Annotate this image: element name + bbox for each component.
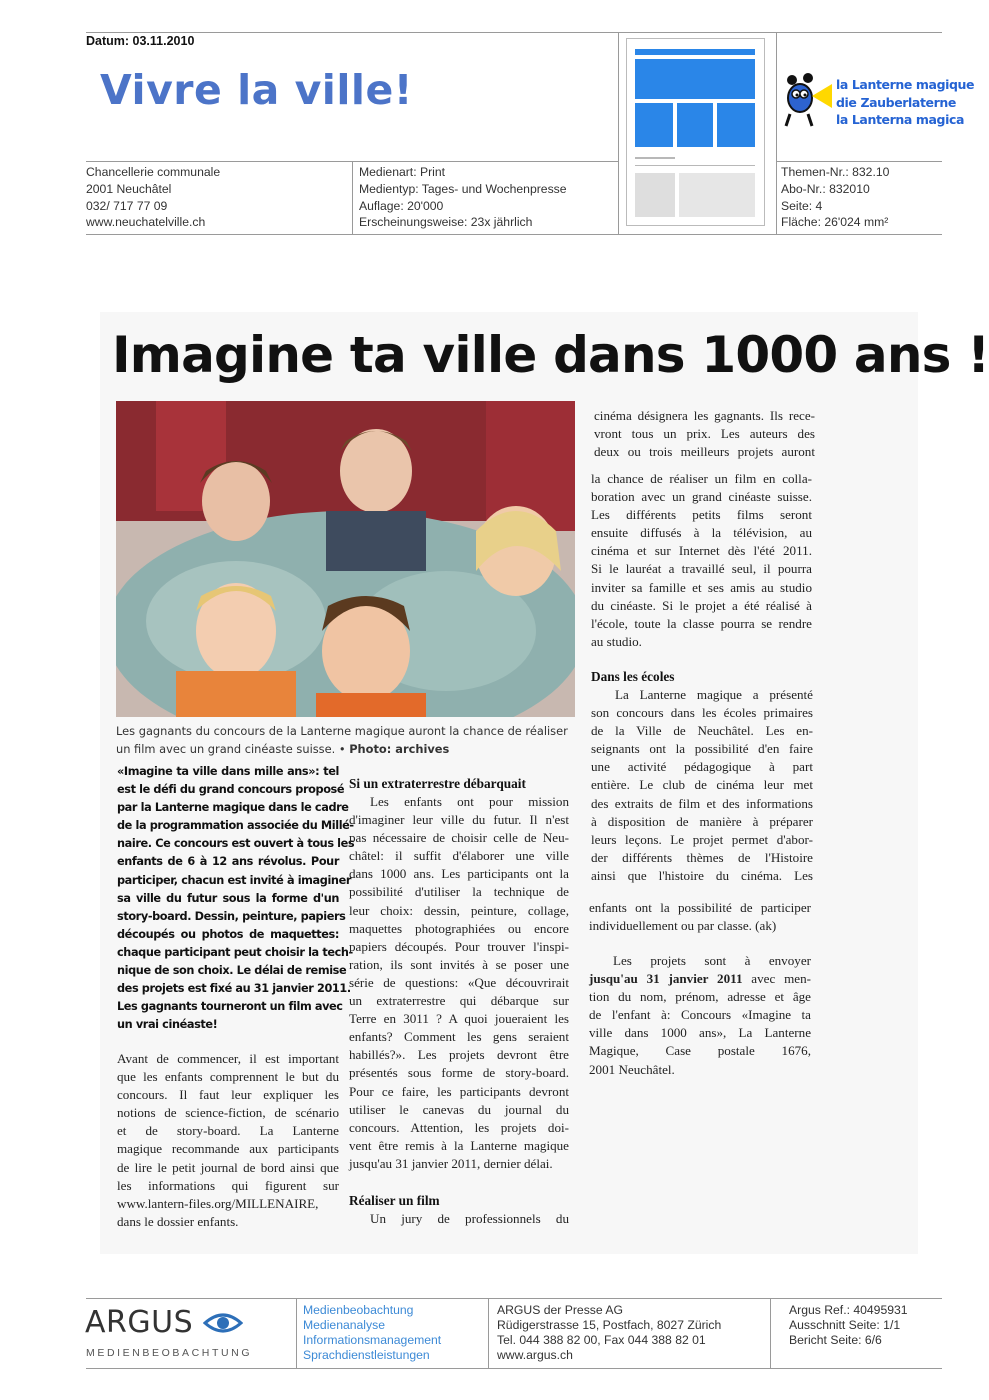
subheading-extraterrestre: Si un extraterrestre débarquait (349, 776, 526, 791)
body-line: ainsi que l'histoire du cinéma. Les (591, 867, 813, 883)
header-bottom-rule (86, 234, 942, 235)
footer-bottom-rule (86, 1368, 942, 1369)
body-line-mixed (589, 970, 811, 988)
body-line: dans le dossier enfants. (117, 1213, 239, 1229)
body-line: jusqu'au 31 janvier 2011, dernier délai. (349, 1155, 553, 1171)
body-line: Si le lauréat a travaillé seul, il pourra (591, 561, 812, 577)
body-line: pas nécessaire de choisir celle de Neu- (349, 830, 569, 846)
body-line: de l'enfant à: Concours «Imagine ta (589, 1007, 811, 1023)
body-line: la chance de réaliser un film en colla- (591, 471, 812, 486)
column-2-body-2 (349, 1210, 569, 1228)
body-line: de lire le petit journal de bord ainsi que (117, 1159, 339, 1175)
body-line: vent être remis à la Lanterne magique (349, 1137, 569, 1153)
lead-line: nique de son choix. Le délai de remise (117, 964, 347, 978)
eye-icon (203, 1311, 243, 1335)
column-3-body-2 (589, 899, 811, 935)
footer-divider-2 (488, 1298, 489, 1368)
photo-credit: Photo: archives (349, 742, 450, 756)
column-3-middle (591, 470, 812, 651)
article-photo (116, 401, 575, 717)
lead-line: naire. Ce concours est ouvert à tous les (117, 837, 355, 851)
body-line: leurs leçons. Le projet permet d'abor- (591, 831, 813, 847)
body-line: de la Ville de Neuchâtel. Les en- (591, 723, 813, 739)
body-line: Les enfants ont pour mission (370, 794, 569, 809)
body-line: ville dans 1000 ans», La Lanterne (589, 1025, 811, 1041)
lanterne-magique-mascot-icon (782, 70, 834, 130)
theme-info-line: Fläche: 26'024 mm² (781, 215, 889, 230)
column-2-body (349, 793, 569, 1173)
body-line: du cinéaste. Si le projet a été réalisé à (591, 597, 812, 613)
company-line: Tel. 044 388 82 00, Fax 044 388 82 01 (497, 1333, 706, 1347)
lead-line: découpés ou photos de maquettes: (117, 927, 339, 941)
body-line: dans 1000 ans. Les participants ont la (349, 866, 569, 882)
body-line: Magique, Case postale 1676, (589, 1043, 811, 1059)
top-rule (86, 32, 942, 33)
body-line: d'imaginer leur ville du futur. Il n'est (349, 812, 569, 828)
photo-caption (116, 722, 582, 758)
body-line: La Lanterne magique a présenté (615, 687, 813, 702)
body-line: châtel: il suffit d'élaborer une ville (349, 848, 569, 864)
body-line: notions de science-fiction, de scénario (117, 1105, 339, 1121)
body-line: seignants ont la possibilité d'en faire (591, 741, 813, 757)
body-line: habillés?». Les projets devront être (349, 1047, 569, 1063)
media-info (359, 164, 567, 231)
date-label: Datum: 03.11.2010 (86, 34, 195, 48)
lead-line: un vrai cinéaste! (117, 1018, 218, 1032)
company-line: ARGUS der Presse AG (497, 1303, 623, 1317)
body-line: vront tous un prix. Les auteurs des (594, 426, 815, 442)
body-line: ensuite diffusés à la télévision, au (591, 525, 812, 541)
theme-info (781, 164, 889, 231)
body-line: utiliser le canevas du journal du (349, 1101, 569, 1117)
footer-top-rule (86, 1298, 942, 1299)
argus-reference (789, 1303, 908, 1348)
body-line: possibilité d'utiliser la technique de (349, 884, 569, 900)
subheading-ecoles: Dans les écoles (591, 669, 675, 684)
argus-logo-subtitle: MEDIENBEOBACHTUNG (86, 1347, 253, 1359)
company-line: Rüdigerstrasse 15, Postfach, 8027 Zürich (497, 1318, 722, 1332)
body-line: boration avec un grand cinéaste suisse. (591, 489, 812, 505)
argus-address (497, 1303, 721, 1363)
body-line: présentés sous forme de story-board. (349, 1065, 569, 1081)
lead-line: des projets est fixé au 31 janvier 2011. (117, 982, 351, 996)
lead-line: est le défi du grand concours proposé (117, 783, 345, 797)
theme-info-line: Themen-Nr.: 832.10 (781, 165, 890, 179)
address-line: 2001 Neuchâtel (86, 181, 172, 196)
body-line: concours. Il faut leur expliquer les (117, 1087, 339, 1103)
body-line: l'école, toute la classe pourra se rendre (591, 615, 812, 631)
media-info-line: Medientyp: Tages- und Wochenpresse (359, 181, 567, 196)
argus-logo: ARGUS (85, 1305, 194, 1340)
body-line: cinéma et sur Internet dès l'été 2011. (591, 543, 812, 559)
body-line: papiers découpés. Pour trouver l'inspi- (349, 938, 569, 954)
caption-text: Les gagnants du concours de la Lanterne magique auront la chance de réaliser un film avec un grand cinéaste suisse. • (116, 724, 568, 756)
body-line: une activité pédagogique à part (591, 759, 813, 775)
body-line: Un jury de professionnels du (370, 1211, 569, 1226)
lead-line: story-board. Dessin, peinture, papiers (117, 909, 346, 923)
header-rule-right (777, 161, 942, 162)
column-3-body (591, 686, 813, 885)
theme-info-line: Seite: 4 (781, 198, 823, 213)
article-lead (117, 763, 355, 1034)
body-line: deux ou trois meilleurs projets auront (594, 444, 815, 460)
publisher-address (86, 164, 220, 231)
body-line: entière. Le club de cinéma leur met (591, 777, 813, 793)
body-line: Avant de commencer, il est important (117, 1051, 339, 1066)
lead-line: participer, chacun est invité à imaginer (117, 873, 352, 887)
header-divider-1 (352, 161, 353, 234)
service-line: Medienbeobachtung (303, 1303, 414, 1317)
body-line-rest: avec men- (742, 971, 811, 987)
ref-line: Ausschnitt Seite: 1/1 (789, 1318, 901, 1332)
header-divider-2 (618, 32, 619, 234)
service-line: Sprachdienstleistungen (303, 1348, 430, 1362)
client-logo-line: la Lanterna magica (836, 112, 965, 127)
column-1-body (117, 1050, 339, 1231)
page-thumbnail (626, 38, 765, 226)
lead-line: sa ville du futur sous la forme d'un (117, 891, 339, 905)
media-info-line: Auflage: 20'000 (359, 198, 444, 213)
ref-line: Argus Ref.: 40495931 (789, 1303, 908, 1317)
body-line: au studio. (591, 633, 642, 649)
column-3-top (594, 407, 815, 461)
lead-line: par la Lanterne magique dans le cadre (117, 801, 349, 815)
body-line: des extraits de film et des informations (591, 795, 813, 811)
body-line: tion du nom, prénom, adresse et âge (589, 989, 811, 1005)
ref-line: Bericht Seite: 6/6 (789, 1333, 882, 1347)
service-line: Informationsmanagement (303, 1333, 442, 1347)
theme-info-line: Abo-Nr.: 832010 (781, 181, 870, 196)
body-line: les informations qui figurent sur (117, 1177, 339, 1193)
body-line: 2001 Neuchâtel. (589, 1061, 675, 1077)
service-line: Medienanalyse (303, 1318, 385, 1332)
address-line: 032/ 717 77 09 (86, 198, 168, 213)
body-line: Pour ce faire, les participants devront (349, 1083, 569, 1099)
body-line: leur choix: dessin, peinture, collage, (349, 902, 569, 918)
client-logo-text (836, 76, 974, 129)
body-line: ration, ils sont invités à se poser une (349, 956, 569, 972)
body-line: Les différents petits films seront (591, 507, 812, 523)
lead-line: enfants de 6 à 12 ans révolus. Pour (117, 855, 339, 869)
header-divider-3 (776, 32, 777, 234)
address-line: Chancellerie communale (86, 165, 221, 179)
footer-divider-3 (770, 1298, 771, 1368)
body-line: Terre en 3011 ? A quoi joueraient les (349, 1011, 569, 1027)
body-line: Les projets sont à envoyer (613, 953, 811, 968)
publication-title: Vivre la ville! (100, 66, 413, 114)
subheading-realiser-film: Réaliser un film (349, 1193, 440, 1208)
address-line: www.neuchatelville.ch (86, 215, 206, 230)
body-line: un extraterrestre qui débarque sur (349, 993, 569, 1009)
article-headline: Imagine ta ville dans 1000 ans ! (112, 326, 989, 384)
body-line: maquettes photographiées ou encore (349, 920, 569, 936)
media-info-line: Medienart: Print (359, 165, 446, 179)
lead-line: Les gagnants tourneront un film avec (117, 1000, 343, 1014)
body-line: der différents thèmes de l'Histoire (591, 849, 813, 865)
body-line: à disposition de manière à préparer (591, 813, 813, 829)
lead-line: «Imagine ta ville dans mille ans»: tel (117, 765, 339, 778)
argus-services (303, 1303, 441, 1363)
body-line: inviter sa famille et ses amis au studio (591, 579, 812, 595)
company-line: www.argus.ch (497, 1348, 573, 1362)
body-line: www.lantern-files.org/MILLENAIRE, (117, 1195, 319, 1211)
media-info-line: Erscheinungsweise: 23x jährlich (359, 215, 533, 230)
body-line: et de story-board. La Lanterne (117, 1123, 339, 1139)
client-logo-line: la Lanterne magique (836, 77, 975, 92)
body-line: enfants? Comment les gens seraient (349, 1029, 569, 1045)
body-line: que les enfants comprennent le but du (117, 1069, 339, 1085)
body-line: son concours dans les écoles primaires (591, 705, 813, 721)
deadline-bold: jusqu'au 31 janvier 2011 (589, 971, 743, 987)
column-3-final (589, 952, 811, 1079)
footer-divider-1 (296, 1298, 297, 1368)
body-line: concours. Attention, les projets doi- (349, 1119, 569, 1135)
body-line: enfants ont la possibilité de participer (589, 900, 811, 915)
body-line: cinéma désignera les gagnants. Ils rece- (594, 408, 815, 423)
client-logo-line: die Zauberlaterne (836, 94, 956, 110)
lead-line: de la programmation associée du Millé- (117, 819, 354, 833)
body-line: série de questions: «Que découvrirait (349, 974, 569, 990)
body-line: magique recommande aux participants (117, 1141, 339, 1157)
body-line: individuellement ou par classe. (ak) (589, 918, 777, 934)
lead-line: chaque participant peut choisir la tech- (117, 945, 353, 959)
